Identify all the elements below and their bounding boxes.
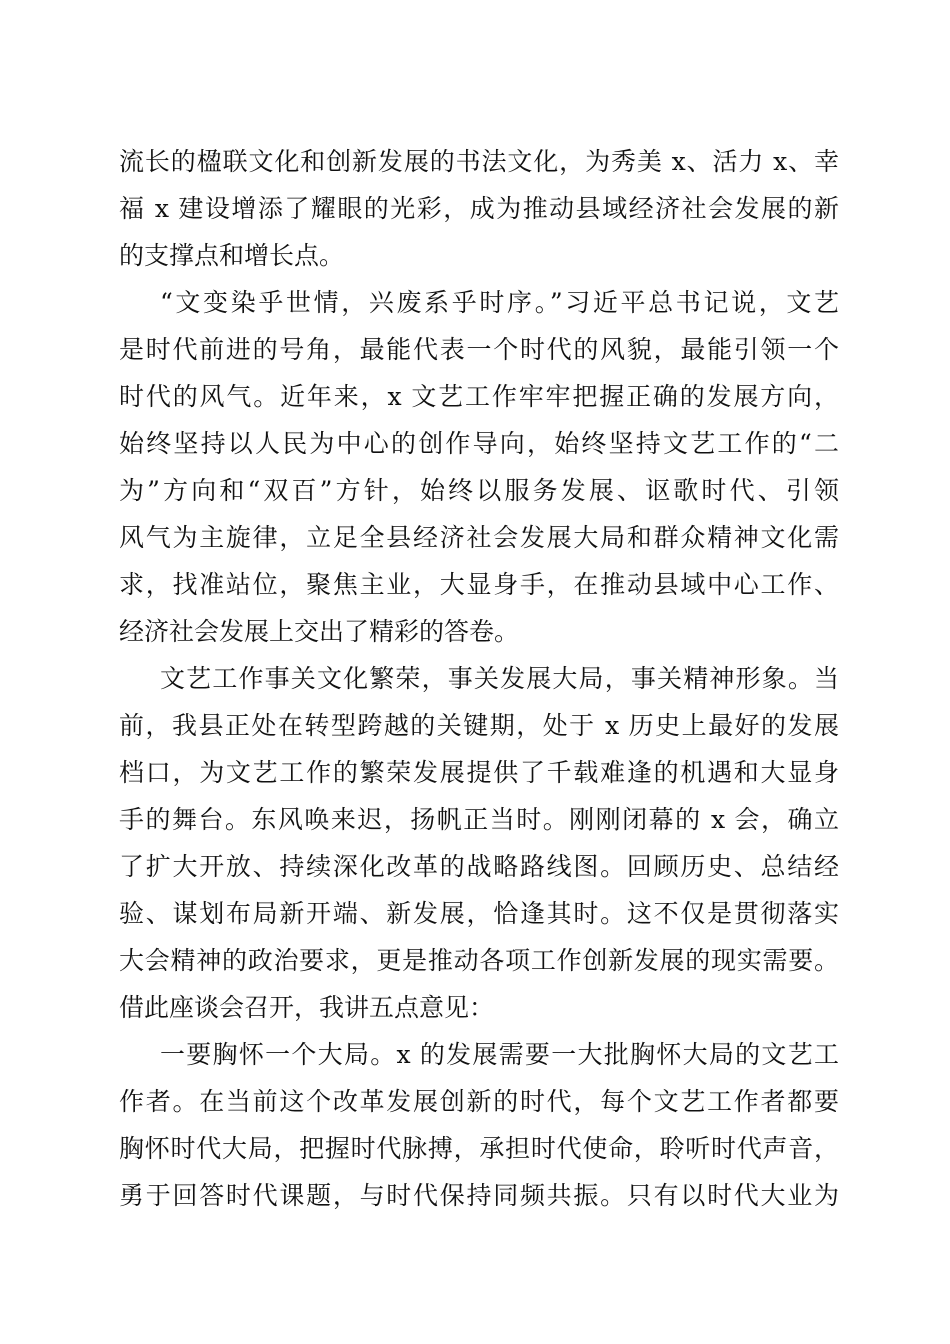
text-line: 一要胸怀一个大局。x 的发展需要一大批胸怀大局的文艺工	[160, 1040, 839, 1069]
text-line: 验、谋划布局新开端、新发展，恰逢其时。这不仅是贯彻落实	[119, 899, 839, 928]
text-line: 为”方向和“双百”方针，始终以服务发展、讴歌时代、引领	[119, 476, 839, 505]
text-line: 始终坚持以人民为中心的创作导向，始终坚持文艺工作的“二	[119, 429, 839, 458]
text-line: 大会精神的政治要求，更是推动各项工作创新发展的现实需要。	[119, 946, 839, 975]
text-line: 经济社会发展上交出了精彩的答卷。	[119, 617, 520, 646]
text-line: 风气为主旋律，立足全县经济社会发展大局和群众精神文化需	[119, 523, 839, 552]
text-line: 作者。在当前这个改革发展创新的时代，每个文艺工作者都要	[119, 1087, 839, 1116]
text-line: 借此座谈会召开，我讲五点意见：	[119, 993, 495, 1022]
text-line: 求，找准站位，聚焦主业，大显身手，在推动县域中心工作、	[119, 570, 839, 599]
text-line: 福 x 建设增添了耀眼的光彩，成为推动县域经济社会发展的新	[119, 194, 839, 223]
text-line: 前，我县正处在转型跨越的关键期，处于 x 历史上最好的发展	[119, 711, 839, 740]
text-line: 文艺工作事关文化繁荣，事关发展大局，事关精神形象。当	[160, 664, 839, 693]
text-line: “文变染乎世情，兴废系乎时序。”习近平总书记说，文艺	[160, 288, 839, 317]
text-line: 勇于回答时代课题，与时代保持同频共振。只有以时代大业为	[119, 1181, 839, 1210]
text-line: 了扩大开放、持续深化改革的战略路线图。回顾历史、总结经	[119, 852, 839, 881]
text-line: 手的舞台。东风唤来迟，扬帆正当时。刚刚闭幕的 x 会，确立	[119, 805, 839, 834]
text-line: 是时代前进的号角，最能代表一个时代的风貌，最能引领一个	[119, 335, 839, 364]
text-line: 档口，为文艺工作的繁荣发展提供了千载难逢的机遇和大显身	[119, 758, 839, 787]
text-line: 的支撑点和增长点。	[119, 241, 345, 270]
text-line: 流长的楹联文化和创新发展的书法文化，为秀美 x、活力 x、幸	[119, 147, 839, 176]
text-line: 胸怀时代大局，把握时代脉搏，承担时代使命，聆听时代声音，	[119, 1134, 839, 1163]
text-line: 时代的风气。近年来，x 文艺工作牢牢把握正确的发展方向，	[119, 382, 839, 411]
